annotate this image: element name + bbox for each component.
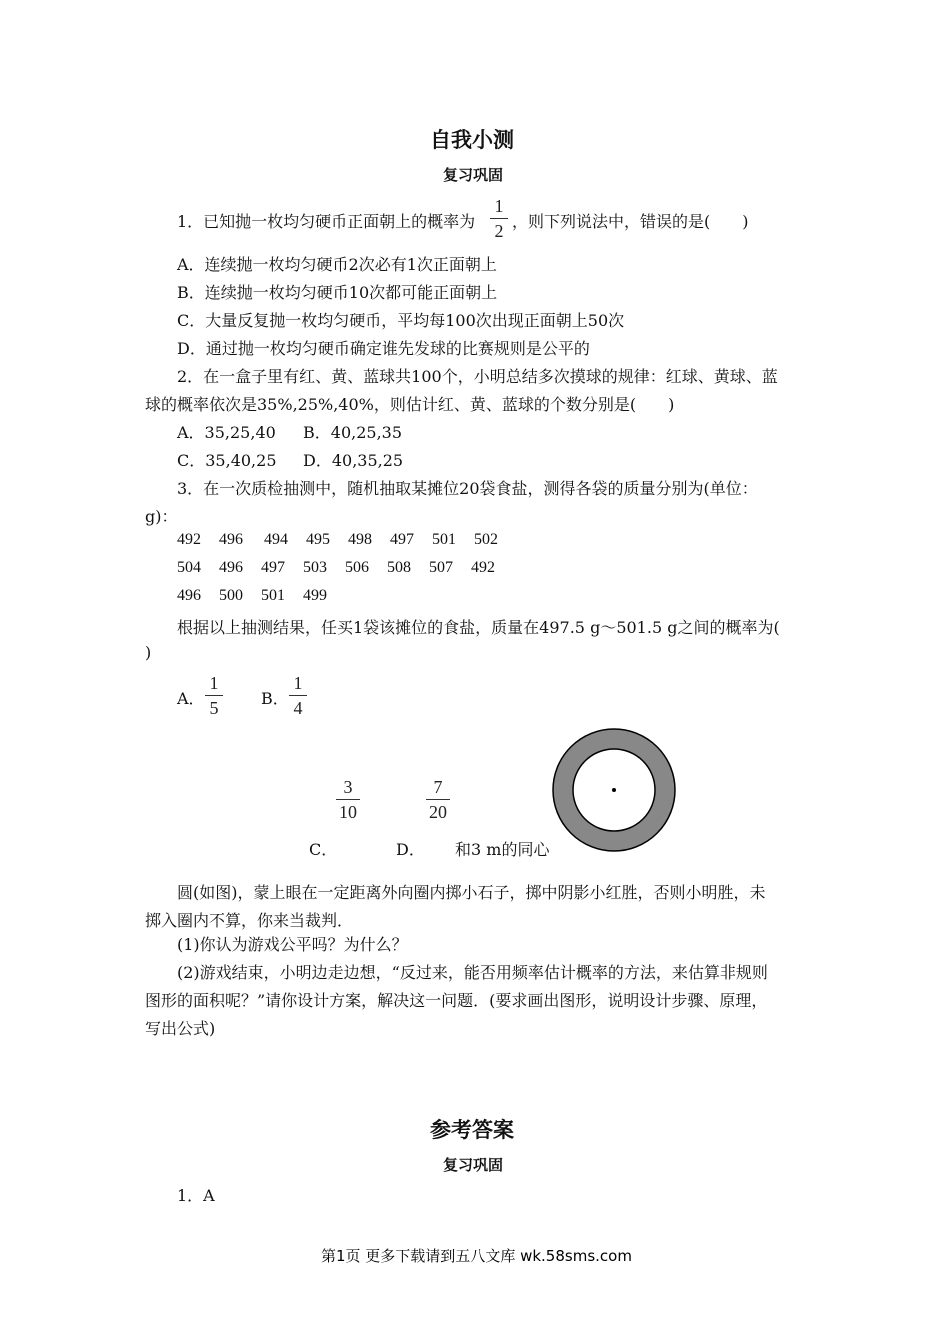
q2-option-c: C．35,40,25 [177, 451, 277, 470]
center-dot [612, 788, 616, 792]
q4-sub2-line1: (2)游戏结束，小明边走边想，“反过来，能否用频率估计概率的方法，来估算非规则 [177, 963, 768, 982]
q1-stem-after: ，则下列说法中，错误的是( ) [512, 212, 749, 231]
data-value: 501 [432, 531, 456, 548]
q3-ask-line1: 根据以上抽测结果，任买1袋该摊位的食盐，质量在497.5 g～501.5 g之间的概率为( [177, 618, 780, 637]
data-value: 499 [303, 587, 327, 604]
page-footer: 第1页 更多下载请到五八文库 wk.58sms.com [321, 1247, 632, 1265]
data-value: 495 [306, 531, 330, 548]
answer-1: 1．A [177, 1186, 215, 1205]
data-value: 508 [387, 559, 411, 576]
concentric-circles-figure [551, 727, 677, 853]
data-value: 507 [429, 559, 453, 576]
q4-line1: 圆(如图)，蒙上眼在一定距离外向圈内掷小石子，掷中阴影小红胜，否则小明胜，未 [177, 883, 766, 902]
data-value: 496 [177, 587, 201, 604]
section-heading: 复习巩固 [443, 166, 504, 184]
q2-option-a: A．35,25,40 [177, 423, 276, 442]
data-value: 504 [177, 559, 201, 576]
data-value: 506 [345, 559, 369, 576]
q1-frac-num: 1 [494, 196, 504, 216]
frac-den: 10 [339, 802, 357, 822]
q4-line2: 掷入圈内不算，你来当裁判． [145, 911, 354, 930]
data-value: 502 [474, 531, 498, 548]
q1-option-b: B．连续抛一枚均匀硬币10次都可能正面朝上 [177, 283, 498, 302]
answers-section-heading: 复习巩固 [443, 1156, 504, 1174]
data-value: 497 [390, 531, 414, 548]
data-value: 498 [348, 531, 372, 548]
q1-option-a: A．连续抛一枚均匀硬币2次必有1次正面朝上 [177, 255, 497, 274]
q1-fraction [490, 196, 508, 241]
q2-line2: 球的概率依次是35%,25%,40%，则估计红、黄、蓝球的个数分别是( ) [145, 395, 675, 414]
q2-line1: 2．在一盒子里有红、黄、蓝球共100个，小明总结多次摸球的规律：红球、黄球、蓝 [177, 367, 778, 386]
frac-num: 1 [293, 673, 303, 693]
q1-stem-before: 1．已知抛一枚均匀硬币正面朝上的概率为 [177, 212, 476, 231]
q4-sub1: (1)你认为游戏公平吗？为什么？ [177, 935, 408, 954]
data-value: 497 [261, 559, 285, 576]
q3-option-a-label: A． [177, 689, 205, 708]
data-value: 494 [264, 531, 288, 548]
q3-option-c-fraction [336, 777, 360, 822]
q3-option-c-label: C． [309, 840, 338, 859]
q3-option-d-fraction [426, 777, 450, 822]
q3-option-a-fraction [205, 673, 223, 718]
q3-line1: 3．在一次质检抽测中，随机抽取某摊位20袋食盐，测得各袋的质量分别为(单位： [177, 479, 758, 498]
q2-option-d: D．40,35,25 [303, 451, 404, 470]
frac-den: 4 [293, 698, 303, 718]
q4-intro-fragment: 和3 m的同心 [455, 840, 550, 859]
q3-line2: g)： [145, 507, 178, 526]
q1-option-d: D．通过抛一枚均匀硬币确定谁先发球的比赛规则是公平的 [177, 339, 590, 358]
q3-option-b-fraction [289, 673, 307, 718]
q1-frac-den: 2 [494, 221, 504, 241]
data-value: 501 [261, 587, 285, 604]
data-value: 500 [219, 587, 243, 604]
data-value: 492 [177, 531, 201, 548]
frac-den: 5 [209, 698, 219, 718]
frac-num: 1 [209, 673, 219, 693]
page-title: 自我小测 [430, 127, 514, 152]
data-value: 496 [219, 559, 243, 576]
q3-option-d-label: D． [396, 840, 425, 859]
frac-num: 7 [433, 777, 443, 797]
q3-ask-line2: ) [145, 643, 152, 662]
frac-num: 3 [343, 777, 353, 797]
data-value: 503 [303, 559, 327, 576]
q1-option-c: C．大量反复抛一枚均匀硬币，平均每100次出现正面朝上50次 [177, 311, 625, 330]
q4-sub2-line2: 图形的面积呢？”请你设计方案，解决这一问题．(要求画出图形，说明设计步骤、原理， [145, 991, 768, 1010]
data-value: 492 [471, 559, 495, 576]
data-value: 496 [219, 531, 243, 548]
q3-option-b-label: B． [261, 689, 289, 708]
q4-sub2-line3: 写出公式) [145, 1019, 216, 1038]
frac-den: 20 [429, 802, 447, 822]
q2-option-b: B．40,25,35 [303, 423, 403, 442]
answers-title: 参考答案 [430, 1117, 514, 1142]
